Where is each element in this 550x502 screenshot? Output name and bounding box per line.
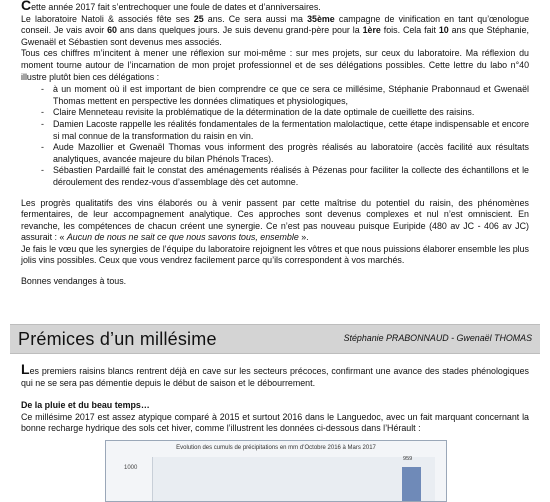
chart-bar — [402, 467, 421, 502]
y-tick-label: 1000 — [124, 465, 138, 471]
precipitation-chart — [105, 440, 447, 502]
drop-cap: C — [21, 0, 32, 13]
intro-paragraph-5: Je fais le vœu que les synergies de l’équipe du laboratoire rejoignent les vôtres et que nous puissions élaborer ensemble les plus jolis vins possibles. Ceux que vous vendrez facilement parce qu’ils correspondent à vos marchés. — [21, 243, 529, 266]
list-item: - à un moment où il est important de bien comprendre ce que ce sera ce millésime, Stéphanie Prabonnaud et Gwenaël Thomas mettent en perspective les données climatiques et physiologiques, — [41, 84, 529, 106]
bar-value-label: 959 — [403, 456, 413, 462]
list-item: - Damien Lacoste rappelle les réalités fondamentales de la fermentation malolactique, cette étape indispensable et encore si mal connue de la transformation du raisin en vin. — [41, 118, 529, 141]
article-paragraph-1: Les premiers raisins blancs rentrent déjà en cave sur les secteurs précoces, confirmant une avance des stades phénologiques qui ne se sera pas démentie depuis le début de saison et le débourrement. — [21, 361, 529, 388]
intro-paragraph-4: Les progrès qualitatifs des vins élaborés ou à venir passent par cette maîtrise du potentiel du raisin, des phénomènes fermentaires, de leur accompagnement analytique. Ces approches sont devenus complexes et nul n’est omniscient. En revanche, les compétences de chacun créent une synergie. Ce n’est pas nouveau puisque Euripide (480 av JC - 406 av JC) assurait : « Aucun de nous ne sait ce que nous savons tous, ensemble ». — [21, 197, 529, 243]
drop-cap: L — [21, 361, 30, 377]
section-authors: Stéphanie PRABONNAUD - Gwenaël THOMAS — [343, 333, 532, 343]
list-item: - Aude Mazollier et Gwenaël Thomas vous informent des progrès réalisés au laboratoire (accès facilité aux résultats analytiques, avancée majeure du bilan Phénols Traces). — [41, 142, 529, 164]
chart-title: Evolution des cumuls de précipitations en mm d’Octobre 2016 à Mars 2017 — [176, 445, 376, 451]
intro-paragraph-1: Cette année 2017 fait s’entrechoquer une foule de dates et d’anniversaires. — [21, 0, 529, 14]
intro-paragraph-2: Le laboratoire Natoli & associés fête ses 25 ans. Ce sera aussi ma 35ème campagne de vinification en tant qu’œnologue conseil. Je vais avoir 60 ans dans quelques jours. Je suis devenu grand-père pour la 1ère fois. Cela fait 10 ans que Stéphanie, Gwenaël et Sébastien sont devenus mes associés. — [21, 13, 530, 47]
subheading: De la pluie et du beau temps… — [21, 400, 150, 411]
article-body — [21, 361, 529, 435]
plot-area — [152, 457, 435, 502]
closing-line: Bonnes vendanges à tous. — [21, 276, 127, 287]
section-title: Prémices d’un millésime — [18, 329, 217, 349]
delegation-list — [21, 84, 529, 188]
intro-paragraph-3: Tous ces chiffres m’incitent à mener une réflexion sur moi-même : sur mes projets, sur ceux du laboratoire. Ma réflexion du moment tourne autour de l’incarnation de mon projet professionnel et de ses délégations possibles. Cette lettre du labo n°40 illustre plutôt bien ces délégations : — [21, 48, 529, 82]
section-header — [10, 324, 540, 354]
editorial — [21, 0, 529, 288]
list-item: - Sébastien Pardaillé fait le constat des aménagements réalisés à Pézenas pour faciliter la collecte des échantillons et le déroulement des rendez-vous d’assemblage dès cet automne. — [41, 165, 529, 187]
article-paragraph-2: Ce millésime 2017 est assez atypique comparé à 2015 et surtout 2016 dans le Languedoc, avec un fait marquant concernant la bonne recharge hydrique des sols cet hiver, comme l’illustrent les données ci-dessous dans l’Hérault : — [21, 411, 529, 434]
list-item: - Claire Menneteau revisite la problématique de la détermination de la date optimale de cueillette des raisins. — [41, 107, 475, 118]
